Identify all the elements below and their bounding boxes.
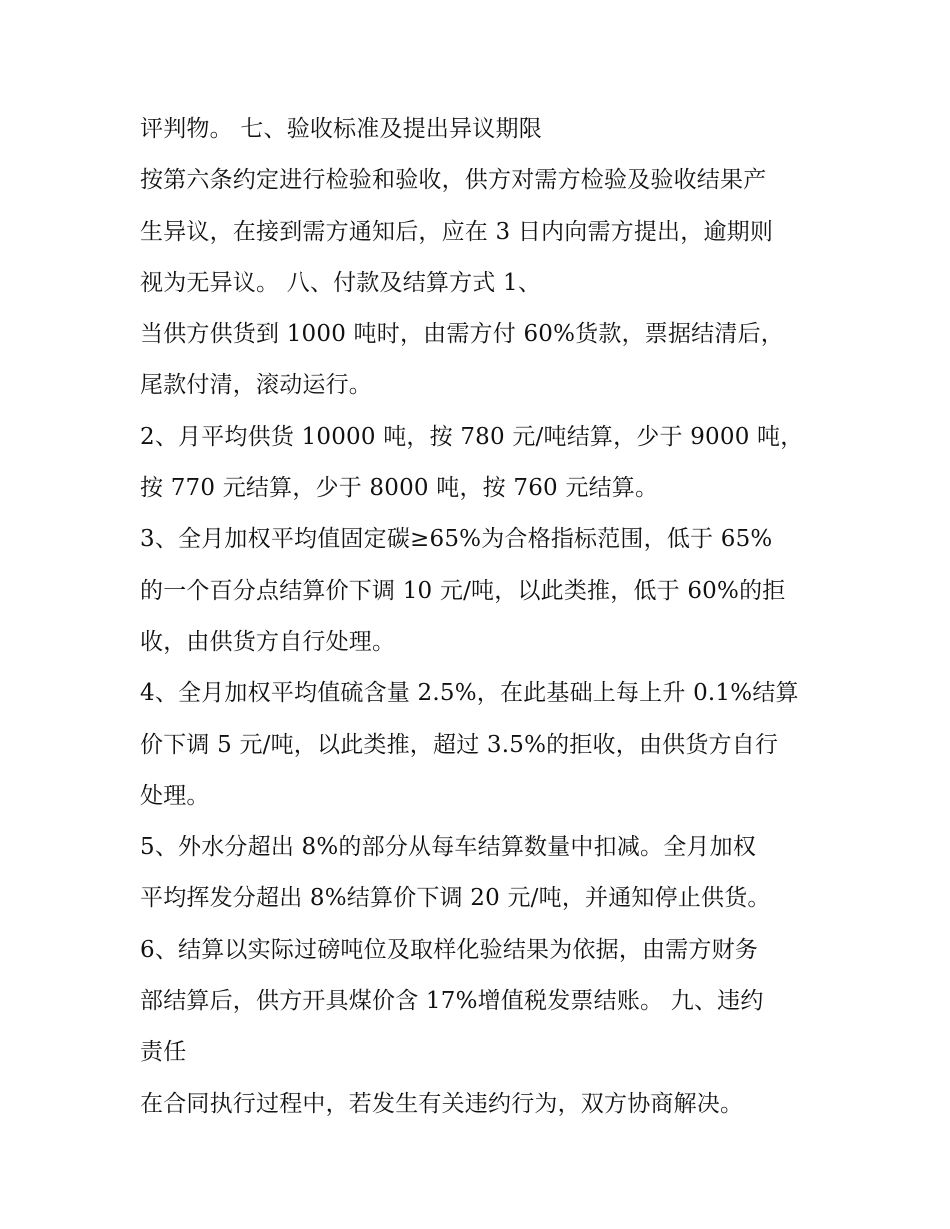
text-line: 收，由供货方自行处理。: [140, 628, 396, 655]
text-line: 评判物。 七、验收标准及提出异议期限: [140, 116, 542, 142]
text-line: 处理。: [140, 782, 210, 809]
text-line: 当供方供货到 1000 吨时，由需方付 60%货款，票据结清后，: [140, 321, 784, 348]
text-line: 平均挥发分超出 8%结算价下调 20 元/吨，并通知停止供货。: [140, 885, 771, 912]
document-page: [140, 104, 830, 1130]
text-line: 5、外水分超出 8%的部分从每车结算数量中扣减。全月加权: [140, 834, 757, 861]
text-line: 按第六条约定进行检验和验收，供方对需方检验及验收结果产: [140, 167, 767, 194]
text-line: 的一个百分点结算价下调 10 元/吨，以此类推，低于 60%的拒: [140, 577, 786, 604]
text-line: 部结算后，供方开具煤价含 17%增值税发票结账。 九、违约: [140, 988, 764, 1015]
text-line: 按 770 元结算，少于 8000 吨，按 760 元结算。: [140, 475, 659, 502]
text-line: 视为无异议。 八、付款及结算方式 1、: [140, 269, 542, 296]
text-line: 尾款付清，滚动运行。: [140, 372, 372, 399]
text-line: 生异议，在接到需方通知后，应在 3 日内向需方提出，逾期则: [140, 218, 774, 245]
text-line: 4、全月加权平均值硫含量 2.5%，在此基础上每上升 0.1%结算: [140, 680, 799, 707]
text-line: 3、全月加权平均值固定碳≥65%为合格指标范围，低于 65%: [140, 526, 773, 553]
text-line: 价下调 5 元/吨，以此类推，超过 3.5%的拒收，由供货方自行: [140, 731, 779, 758]
text-line: 6、结算以实际过磅吨位及取样化验结果为依据，由需方财务: [140, 936, 759, 963]
text-line: 2、月平均供货 10000 吨，按 780 元/吨结算，少于 9000 吨，: [140, 423, 804, 450]
text-line: 责任: [140, 1039, 187, 1066]
text-line: 在合同执行过程中，若发生有关违约行为，双方协商解决。: [140, 1090, 744, 1117]
